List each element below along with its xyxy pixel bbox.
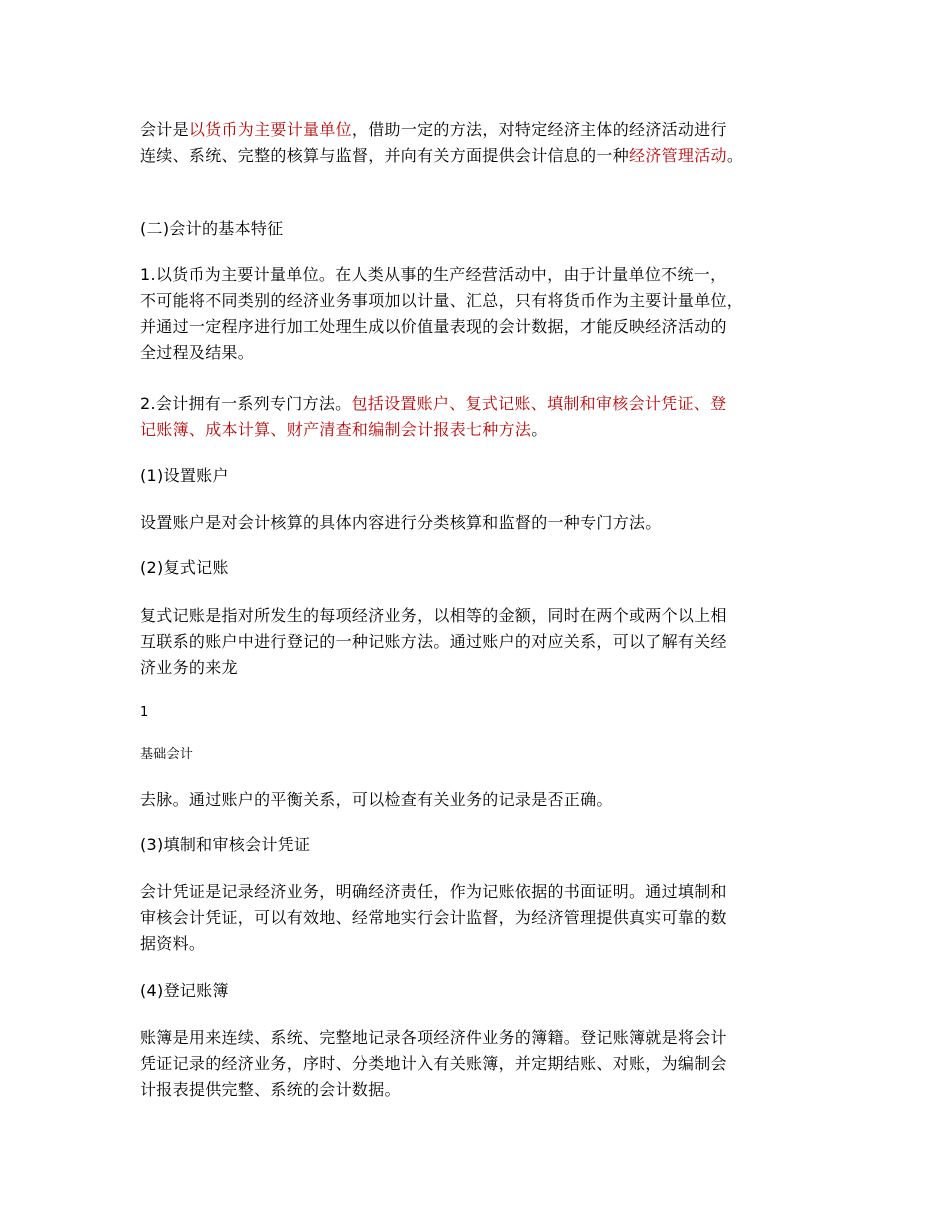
paragraph-line: 凭证记录的经济业务，序时、分类地计入有关账簿，并定期结账、对账，为编制会 [140,1054,727,1073]
method-4-title: (4)登记账簿 [140,981,229,1000]
paragraph-line: 不可能将不同类别的经济业务事项加以计量、汇总，只有将货币作为主要计量单位， [140,291,744,310]
intro-paragraph [140,117,820,169]
paragraph-line: 账簿是用来连续、系统、完整地记录各项经济件业务的簿籍。登记账簿就是将会计 [140,1028,727,1047]
methods-highlight: 记账簿、成本计算、财产清查和编制会计报表七种方法 [140,420,532,439]
method-3-title: (3)填制和审核会计凭证 [140,835,311,854]
section-heading: (二)会计的基本特征 [140,219,284,238]
continuation-paragraph: 去脉。通过账户的平衡关系，可以检查有关业务的记录是否正确。 [140,790,613,809]
page-number: 1 [140,705,149,720]
methods-highlight: 包括设置账户、复式记账、填制和审核会计凭证、登 [351,394,727,413]
method-3-paragraph [140,879,820,957]
paragraph-line: 审核会计凭证，可以有效地、经常地实行会计监督，为经济管理提供真实可靠的数 [140,908,727,927]
paragraph-line: 会计凭证是记录经济业务，明确经济责任，作为记账依据的书面证明。通过填制和 [140,882,727,901]
paragraph-line: 全过程及结果。 [140,343,255,362]
paragraph-line: 济业务的来龙 [140,658,238,677]
paragraph-line: 据资料。 [140,934,206,953]
feature-2-paragraph [140,391,820,443]
paragraph-line: 计报表提供完整、系统的会计数据。 [140,1080,401,1099]
intro-text: 。 [726,146,744,165]
intro-text: 连续、系统、完整的核算与监督，并向有关方面提供会计信息的一种 [140,146,630,165]
paragraph-line: 设置账户是对会计核算的具体内容进行分类核算和监督的一种专门方法。 [140,513,662,532]
intro-highlight-monetary-unit: 以货币为主要计量单位 [188,120,352,139]
method-4-paragraph [140,1025,820,1103]
method-2-paragraph [140,603,820,681]
intro-text: ，借助一定的方法，对特定经济主体的经济活动进行 [351,120,727,139]
paragraph-line: 1.以货币为主要计量单位。在人类从事的生产经营活动中，由于计量单位不统一， [140,265,727,284]
method-2-title: (2)复式记账 [140,558,229,577]
method-1-paragraph [140,510,820,536]
paragraph-line: 互联系的账户中进行登记的一种记账方法。通过账户的对应关系，可以了解有关经 [140,632,727,651]
intro-text: 会计是 [140,120,189,139]
intro-highlight-management-activity: 经济管理活动 [629,146,727,165]
paragraph-line: 并通过一定程序进行加工处理生成以价值量表现的会计数据，才能反映经济活动的 [140,317,727,336]
feature-1-paragraph [140,262,820,366]
paragraph-line: 复式记账是指对所发生的每项经济业务，以相等的金额，同时在两个或两个以上相 [140,606,727,625]
running-header: 基础会计 [140,747,194,762]
paragraph-line: 。 [531,420,548,439]
paragraph-line: 2.会计拥有一系列专门方法。 [140,394,352,413]
method-1-title: (1)设置账户 [140,466,229,485]
